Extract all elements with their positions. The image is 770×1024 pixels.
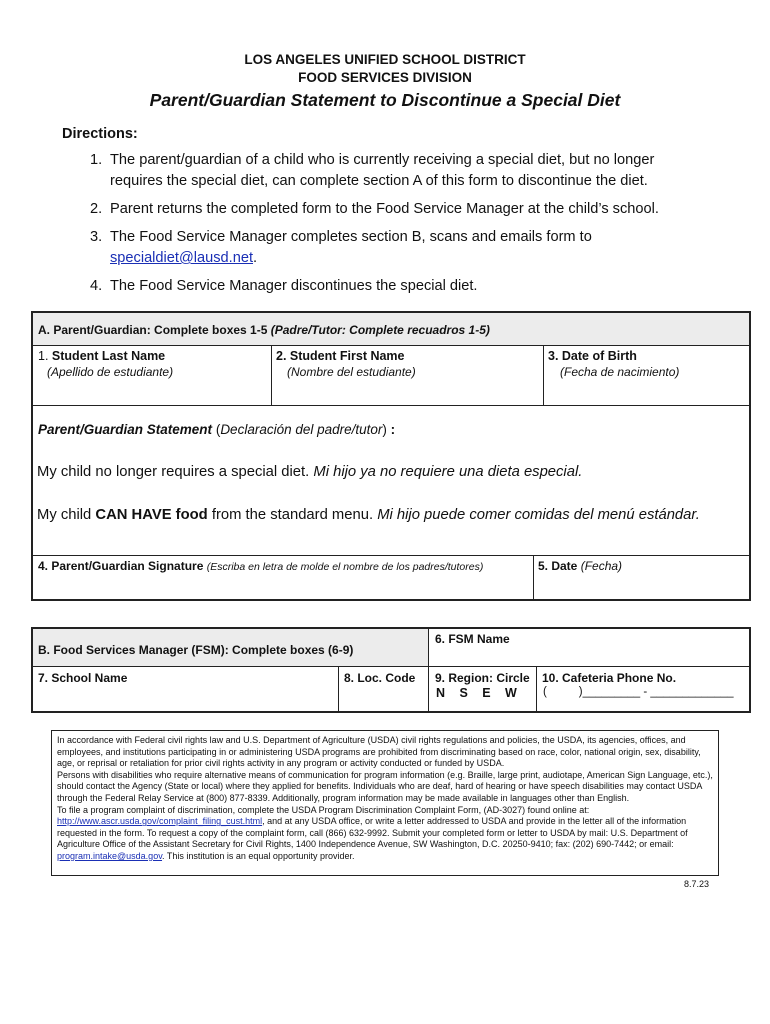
direction-item — [82, 199, 682, 220]
student-first-name-es: (Nombre del estudiante) — [287, 365, 416, 379]
directions-list — [82, 150, 682, 304]
school-name-label: 7. School Name — [38, 671, 128, 685]
section-b-header: B. Food Services Manager (FSM): Complete boxes (6-9) — [38, 643, 354, 657]
student-last-name-es: (Apellido de estudiante) — [47, 365, 174, 379]
student-first-name-label: 2. Student First Name — [276, 349, 405, 363]
direction-item — [82, 276, 682, 297]
direction-text: The parent/guardian of a child who is currently receiving a special diet, but no longer requires the special diet, can complete section A of this form to discontinue the diet. — [110, 152, 655, 189]
complaint-form-link[interactable]: http://www.ascr.usda.gov/complaint_filing_cust.html — [57, 816, 263, 827]
cafeteria-phone-label: 10. Cafeteria Phone No. — [542, 671, 677, 685]
fsm-name-label: 6. FSM Name — [435, 632, 510, 646]
form-version: 8.7.23 — [683, 879, 709, 889]
date-of-birth-label: 3. Date of Birth — [548, 349, 637, 363]
direction-text: The Food Service Manager discontinues the special diet. — [110, 278, 478, 294]
directions-label: Directions: — [62, 126, 138, 142]
signature-label: 4. Parent/Guardian Signature (Escriba en letra de molde el nombre de los padres/tutores) — [38, 559, 484, 573]
direction-item — [82, 150, 682, 192]
direction-text: Parent returns the completed form to the Food Service Manager at the child’s school. — [110, 201, 659, 217]
direction-number: 4. — [90, 278, 103, 294]
direction-text-end: . — [253, 250, 258, 266]
nondiscrimination-statement — [51, 730, 719, 876]
page-title: Parent/Guardian Statement to Discontinue a Special Diet — [149, 90, 621, 110]
direction-number: 1. — [90, 152, 103, 168]
direction-text: The Food Service Manager completes section B, scans and emails form to — [110, 229, 592, 245]
intake-email-link[interactable]: program.intake@usda.gov — [57, 850, 163, 861]
direction-number: 2. — [90, 201, 103, 217]
section-a-header: A. Parent/Guardian: Complete boxes 1-5 (Padre/Tutor: Complete recuadros 1-5) — [38, 323, 490, 337]
region-options[interactable]: N S E W — [436, 686, 518, 700]
loc-code-label: 8. Loc. Code — [344, 671, 416, 685]
division-name: FOOD SERVICES DIVISION — [298, 70, 472, 85]
direction-item — [82, 227, 682, 269]
student-last-name-label: 1. Student Last Name — [38, 349, 166, 363]
legal-paragraph: To file a program complaint of discrimination, complete the USDA Program Discrimination Complaint Form, (AD-3027) found online at: http://www.ascr.usda.gov/complaint_filing_cust.html, and at any USDA office, or write a letter addressed to USDA and provide in the letter all of the information requested in the form. To request a copy of the complaint form, call (866) 632-9992. Submit your completed form or letter to USDA by mail: U.S. Department of Agriculture Office of the Assistant Secretary for Civil Rights, 1400 Independence Avenue, SW Washington, D.C. 20250-9410; fax: (202) 690-7442; or email: program.intake@usda.gov. This institution is an equal opportunity provider. — [57, 804, 688, 861]
date-of-birth-es: (Fecha de nacimiento) — [560, 365, 680, 379]
email-link[interactable]: specialdiet@lausd.net — [110, 250, 254, 266]
direction-number: 3. — [90, 229, 103, 245]
region-label: 9. Region: Circle — [435, 671, 530, 685]
statement-line-2: My child CAN HAVE food from the standard menu. Mi hijo puede comer comidas del menú estándar. — [37, 507, 700, 523]
cafeteria-phone-field[interactable]: ( )_________ - _____________ — [543, 686, 734, 698]
date-label: 5. Date (Fecha) — [538, 559, 623, 573]
legal-paragraph: In accordance with Federal civil rights law and U.S. Department of Agriculture (USDA) civil rights regulations and policies, the USDA, its agencies, offices, and employees, and institutions participating in or administering USDA programs are prohibited from discriminating based on race, color, national origin, sex, disability, age, or reprisal or retaliation for prior civil rights activity in any program or activity conducted or funded by USDA. — [57, 735, 701, 769]
legal-paragraph: Persons with disabilities who require alternative means of communication for program information (e.g. Braille, large print, audiotape, American Sign Language, etc.), should contact the Agency (State or local) where they applied for benefits. Individuals who are deaf, hard of hearing or have speech disabilities may contact USDA through the Federal Relay Service at (800) 877-8339. Additionally, program information may be made available in languages other than English. — [57, 769, 713, 803]
statement-label: Parent/Guardian Statement (Declaración del padre/tutor) : — [38, 422, 396, 437]
district-name: LOS ANGELES UNIFIED SCHOOL DISTRICT — [244, 52, 526, 67]
statement-line-1: My child no longer requires a special diet. Mi hijo ya no requiere una dieta especial. — [37, 464, 583, 480]
